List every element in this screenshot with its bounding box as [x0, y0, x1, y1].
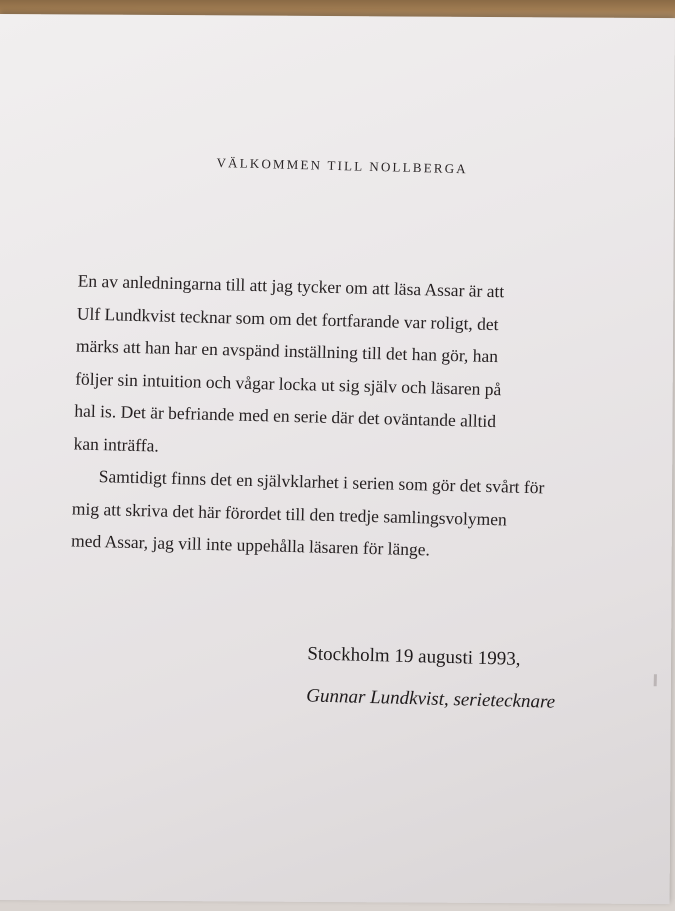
page-heading: VÄLKOMMEN TILL NOLLBERGA	[216, 154, 469, 177]
paragraph-1-line-2: Ulf Lundkvist tecknar som om det fortfarande var roligt, det	[76, 302, 499, 334]
paragraph-1-line-6: kan inträffa.	[73, 432, 160, 456]
signature-name: Gunnar Lundkvist, serietecknare	[306, 685, 556, 713]
foreword-text	[71, 264, 598, 570]
paragraph-2-line-2: mig att skriva det här förordet till den tredje samlingsvolymen	[71, 497, 508, 529]
paragraph-1-line-4: följer sin intuition och vågar locka ut sig själv och läsaren på	[75, 367, 502, 399]
paper-mark	[654, 674, 657, 686]
paragraph-1-line-5: hal is. Det är befriande med en serie där det oväntande alltid	[74, 400, 497, 432]
paragraph-1	[73, 264, 598, 472]
paragraph-1-line-1: En av anledningarna till att jag tycker om att läsa Assar är att	[77, 270, 505, 302]
paragraph-1-line-3: märks att han har en avspänd inställning till det han gör, han	[75, 335, 499, 367]
paragraph-2-line-3: med Assar, jag vill inte uppehålla läsaren för länge.	[70, 530, 431, 560]
paragraph-2	[71, 459, 593, 570]
page-content	[0, 8, 675, 911]
book-page	[0, 14, 675, 904]
paragraph-2-line-1: Samtidigt finns det en självklarhet i serien som gör det svårt för	[98, 466, 545, 498]
signature-place-date: Stockholm 19 augusti 1993,	[307, 643, 521, 670]
